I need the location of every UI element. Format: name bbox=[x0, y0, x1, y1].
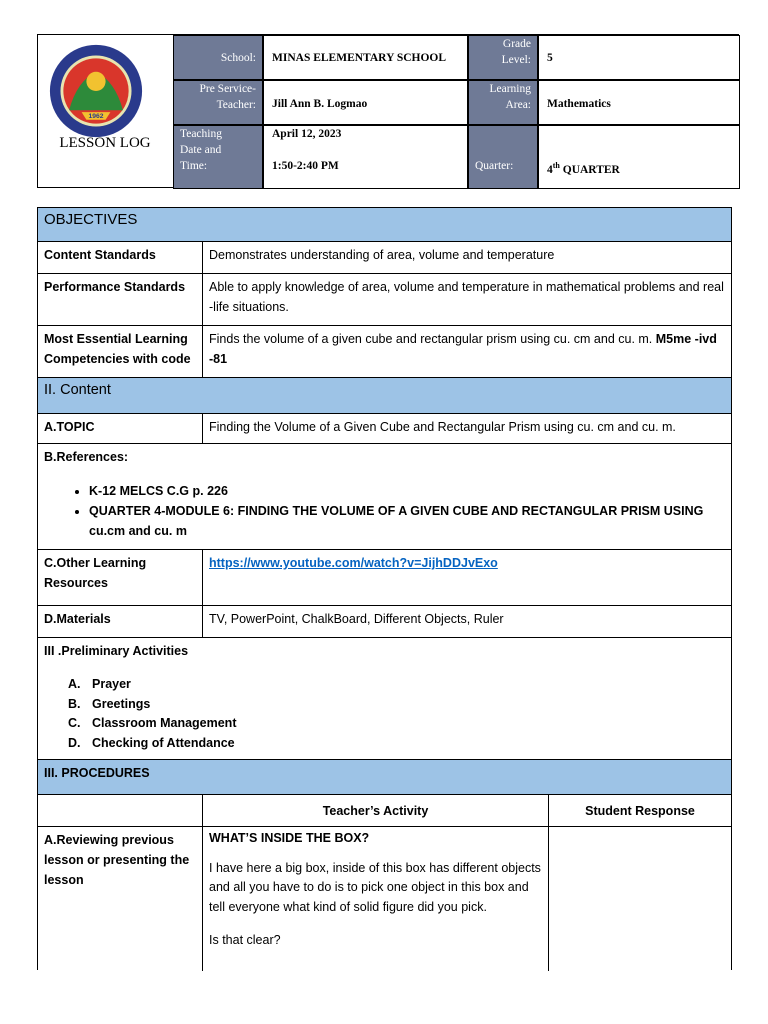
objectives-heading: OBJECTIVES bbox=[38, 208, 731, 242]
activity-question: Is that clear? bbox=[209, 933, 281, 947]
reference-item: • QUARTER 4-MODULE 6: FINDING THE VOLUME OF A GIVEN CUBE AND RECTANGULAR PRISM USING cu.cm and cu. m bbox=[89, 501, 725, 541]
table-row bbox=[38, 242, 731, 274]
svg-text:1962: 1962 bbox=[88, 112, 104, 120]
list-item: D. Checking of Attendance bbox=[68, 735, 235, 750]
preliminary-list bbox=[44, 675, 725, 753]
row-label: A.TOPIC bbox=[38, 414, 203, 443]
table-row bbox=[38, 550, 731, 606]
grade-value: 5 bbox=[538, 35, 740, 80]
procedures-heading: III. PROCEDURES bbox=[38, 760, 731, 795]
competency-code: M5me -ivd -81 bbox=[209, 332, 717, 366]
quarter-label: Quarter: bbox=[468, 125, 538, 189]
date-time-label: Teaching Date and Time: bbox=[173, 125, 263, 189]
row-value bbox=[203, 550, 731, 605]
school-value: MINAS ELEMENTARY SCHOOL bbox=[263, 35, 468, 80]
row-value: Able to apply knowledge of area, volume and temperature in mathematical problems and real -life situations. bbox=[209, 280, 724, 314]
empty-header-cell bbox=[38, 795, 203, 826]
table-row bbox=[38, 414, 731, 444]
references-label: B.References: bbox=[44, 450, 129, 464]
teacher-activity-cell bbox=[203, 827, 549, 971]
row-label: C.Other Learning Resources bbox=[38, 550, 203, 605]
quarter-value: 4th QUARTER bbox=[538, 125, 740, 189]
row-label: D.Materials bbox=[38, 606, 203, 637]
row-value: TV, PowerPoint, ChalkBoard, Different Objects, Ruler bbox=[209, 612, 504, 626]
row-label: Content Standards bbox=[38, 242, 203, 273]
activity-text: I have here a big box, inside of this box has different objects and all you have to do is to pick one object in this box and tell everyone what kind of solid figure did you pick. bbox=[209, 860, 541, 914]
grade-label: Grade Level: bbox=[468, 35, 538, 80]
lesson-log-title: LESSON LOG bbox=[59, 135, 151, 151]
teaching-date: April 12, 2023 bbox=[272, 128, 342, 140]
header-table bbox=[37, 34, 739, 188]
student-response-header: Student Response bbox=[585, 804, 695, 818]
teacher-value: Jill Ann B. Logmao bbox=[263, 80, 468, 125]
school-label: School: bbox=[173, 35, 263, 80]
teaching-time: 1:50-2:40 PM bbox=[272, 160, 339, 172]
content-heading: II. Content bbox=[38, 378, 731, 414]
procedures-header-row bbox=[38, 795, 731, 827]
preliminary-row bbox=[38, 638, 731, 760]
student-response-cell bbox=[549, 827, 731, 971]
row-label: Performance Standards bbox=[38, 274, 203, 325]
list-item: C. Classroom Management bbox=[68, 716, 237, 730]
teacher-activity-header: Teacher’s Activity bbox=[203, 795, 549, 826]
row-label: Most Essential Learning Competencies with code bbox=[38, 326, 203, 377]
table-row bbox=[38, 274, 731, 326]
list-item: B. Greetings bbox=[68, 696, 151, 711]
row-value: Finds the volume of a given cube and rectangular prism using cu. cm and cu. m. M5me -ivd -81 bbox=[209, 332, 717, 366]
learning-area-label: Learning Area: bbox=[468, 80, 538, 125]
procedures-row bbox=[38, 827, 731, 971]
list-item: A. Prayer bbox=[68, 677, 131, 691]
preliminary-label: III .Preliminary Activities bbox=[44, 644, 189, 658]
learning-area-value: Mathematics bbox=[538, 80, 740, 125]
teacher-label: Pre Service- Teacher: bbox=[173, 80, 263, 125]
row-label: A.Reviewing previous lesson or presenting the lesson bbox=[38, 827, 203, 971]
school-seal-logo bbox=[48, 43, 144, 139]
table-row bbox=[38, 326, 731, 378]
youtube-link[interactable]: https://www.youtube.com/watch?v=JijhDDJvExo bbox=[209, 556, 498, 570]
references-row bbox=[38, 444, 731, 550]
date-time-value bbox=[263, 125, 468, 189]
references-list bbox=[44, 481, 725, 541]
table-row bbox=[38, 606, 731, 638]
row-value: Demonstrates understanding of area, volume and temperature bbox=[209, 248, 555, 262]
row-value: Finding the Volume of a Given Cube and Rectangular Prism using cu. cm and cu. m. bbox=[209, 420, 676, 434]
reference-item: • K-12 MELCS C.G p. 226 bbox=[89, 481, 725, 501]
lesson-table bbox=[37, 207, 732, 970]
activity-title: WHAT’S INSIDE THE BOX? bbox=[209, 831, 370, 845]
